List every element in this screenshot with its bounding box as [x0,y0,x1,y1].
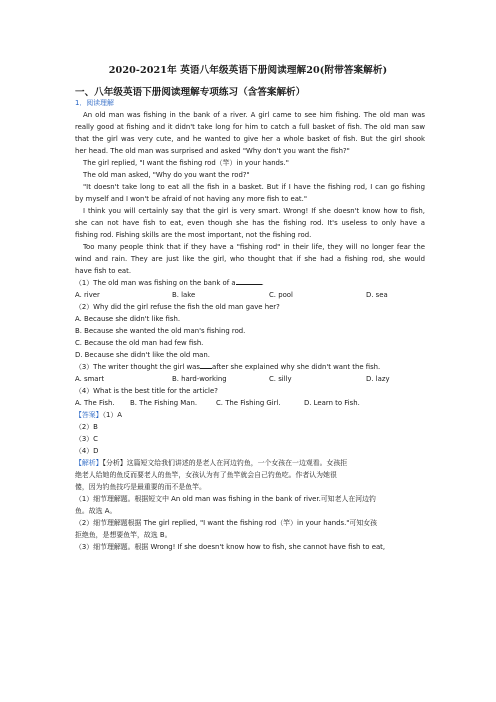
option-a: A. smart [75,375,105,383]
answer-item: （3）C [75,435,98,443]
question-2-stem: （2）Why did the girl refuse the fish the old man gave her? [75,303,280,311]
option-d: D. Learn to Fish. [304,399,360,407]
passage-line: she can not have fish to eat, even though she has the fishing rod. It's useless to only have a [75,219,425,227]
question-1-options [75,289,425,301]
question-4-options [75,397,425,409]
question-1-text: （1）The old man was fishing on the bank of a [75,279,236,287]
analysis-line: 拒绝鱼，是想要鱼竿，故选 B。 [75,531,172,539]
option-d: D. lazy [366,375,390,383]
question-3-stem [75,361,425,373]
question-label: 1．阅读理解 [75,99,114,107]
option-a: A. The Fish. [75,399,115,407]
passage-line: The girl replied, "I want the fishing rod（竿）in your hands." [83,159,289,167]
passage-line: really good at fishing and it didn't take long for him to catch a full basket of fish. The old man saw [75,123,425,131]
passage-line: fishing rod. Fishing skills are the most important, not the fishing rod. [75,231,312,239]
question-3-options [75,373,425,385]
answer-blank [236,278,262,285]
passage-line: that the girl was very cute, and he wanted to give her a whole basket of fish. But the girl shook [75,135,425,143]
option-a: A. Because she didn't like fish. [75,315,181,323]
passage-line: by myself and I won't be afraid of not having any more fish to eat." [75,195,307,203]
question-1-stem [75,277,425,289]
passage-line: Too many people think that if they have a "fishing rod" in their life, they will no longer fear the [83,243,425,251]
passage-line: her head. The old man was surprised and asked "Why don't you want the fish?" [75,147,350,155]
document-title: 2020-2021年 英语八年级英语下册阅读理解20(附带答案解析) [108,65,388,76]
option-b: B. The Fishing Man. [130,399,198,407]
section-heading: 一、八年级英语下册阅读理解专项练习（含答案解析） [75,87,306,98]
analysis-line: （2）细节理解题根据 The girl replied, "I want the fishing rod（竿）in your hands."可知女孩 [75,519,378,527]
analysis-line [75,457,425,469]
question-4-stem: （4）What is the best title for the article? [75,387,218,395]
option-d: D. sea [366,291,388,299]
passage-line: The old man asked, "Why do you want the rod?" [83,171,250,179]
answer-line [75,409,425,421]
option-b: B. lake [172,291,196,299]
option-c: C. silly [269,375,292,383]
analysis-line: 鱼。故选 A。 [75,507,117,515]
question-3-text: （3）The writer thought the girl was [75,363,200,371]
answer-label: 【答案】 [75,411,103,419]
option-b: B. hard-working [172,375,227,383]
analysis-line: 绝老人给她的鱼反而要老人的鱼竿，女孩认为有了鱼竿就会自己钓鱼吃。作者认为她很 [75,471,337,479]
analysis-line: （3）细节理解题。根据 Wrong! If she doesn't know how to fish, she cannot have fish to eat, [75,543,386,551]
document-body [75,97,425,553]
passage-line: "It doesn't take long to eat all the fish in a basket. But if I have the fishing rod, I can go fishing [83,183,425,191]
analysis-text: 【分析】这篇短文给我们讲述的是老人在河边钓鱼，一个女孩在一边观看。女孩拒 [102,459,348,467]
analysis-label: 【解析】 [75,459,103,467]
analysis-line: 傻，因为钓鱼技巧是最重要的而不是鱼竿。 [75,483,206,491]
passage-line: have fish to eat. [75,267,132,275]
answer-item: （2）B [75,423,98,431]
option-d: D. Because she didn't like the old man. [75,351,210,359]
passage-line: wind and rain. They are just like the girl, who thought that if she had a fishing rod, she would [75,255,425,263]
option-c: C. pool [269,291,293,299]
question-1-period: . [261,279,264,287]
passage-line: An old man was fishing in the bank of a river. A girl came to see him fishing. The old man was [83,111,425,119]
question-3-text-end: after she explained why she didn't want the fish. [211,363,381,371]
answer-item: （1）A [102,411,122,419]
answer-item: （4）D [75,447,99,455]
option-a: A. river [75,291,100,299]
answer-blank [200,362,212,369]
option-c: C. Because the old man had few fish. [75,339,204,347]
option-c: C. The Fishing Girl. [216,399,281,407]
passage-line: I think you will certainly say that the girl is very smart. Wrong! If she doesn't know how to fish, [83,207,425,215]
option-b: B. Because she wanted the old man's fishing rod. [75,327,246,335]
analysis-line: （1）细节理解题。根据短文中 An old man was fishing in the bank of river.可知老人在河边钓 [75,495,376,503]
reading-passage [75,109,425,277]
